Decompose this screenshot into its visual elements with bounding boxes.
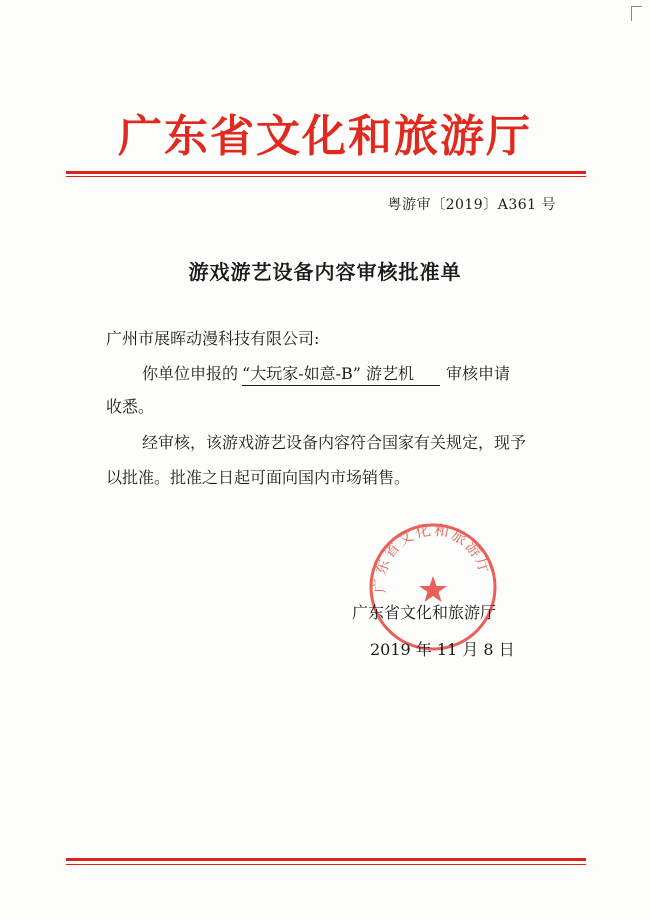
paragraph-2-line-2: 以批准。批准之日起可面向国内市场销售。 [106,468,411,487]
product-name: “大玩家-如意-B” 游艺机 [242,363,440,386]
seal-text: 广东省文化和旅游厅 [370,520,495,594]
header-red-rule-thin [66,176,586,177]
paragraph-1-suffix: 审核申请 [446,364,511,383]
paragraph-2-line-1: 经审核，该游戏游艺设备内容符合国家有关规定，现予 [142,433,527,452]
footer-red-rule [66,858,586,861]
scan-corner-mark [631,6,642,21]
document-number: 粤游审〔2019〕A361 号 [387,197,556,213]
addressee: 广州市展晖动漫科技有限公司: [106,329,320,348]
footer-red-rule-thin [66,864,586,865]
paragraph-1-prefix: 你单位申报的 [142,364,239,383]
header-red-rule [66,171,586,174]
paragraph-1-line-1 [142,363,510,386]
document-title: 游戏游艺设备内容审核批准单 [188,260,462,284]
official-seal [366,520,500,654]
signature-organization: 广东省文化和旅游厅 [352,603,497,622]
seal-ring [371,525,495,649]
paragraph-1-line-2: 收悉。 [106,397,155,416]
seal-star-icon [419,576,447,602]
issuing-authority-header: 广东省文化和旅游厅 [118,111,532,162]
signature-date: 2019 年 11 月 8 日 [370,640,515,659]
